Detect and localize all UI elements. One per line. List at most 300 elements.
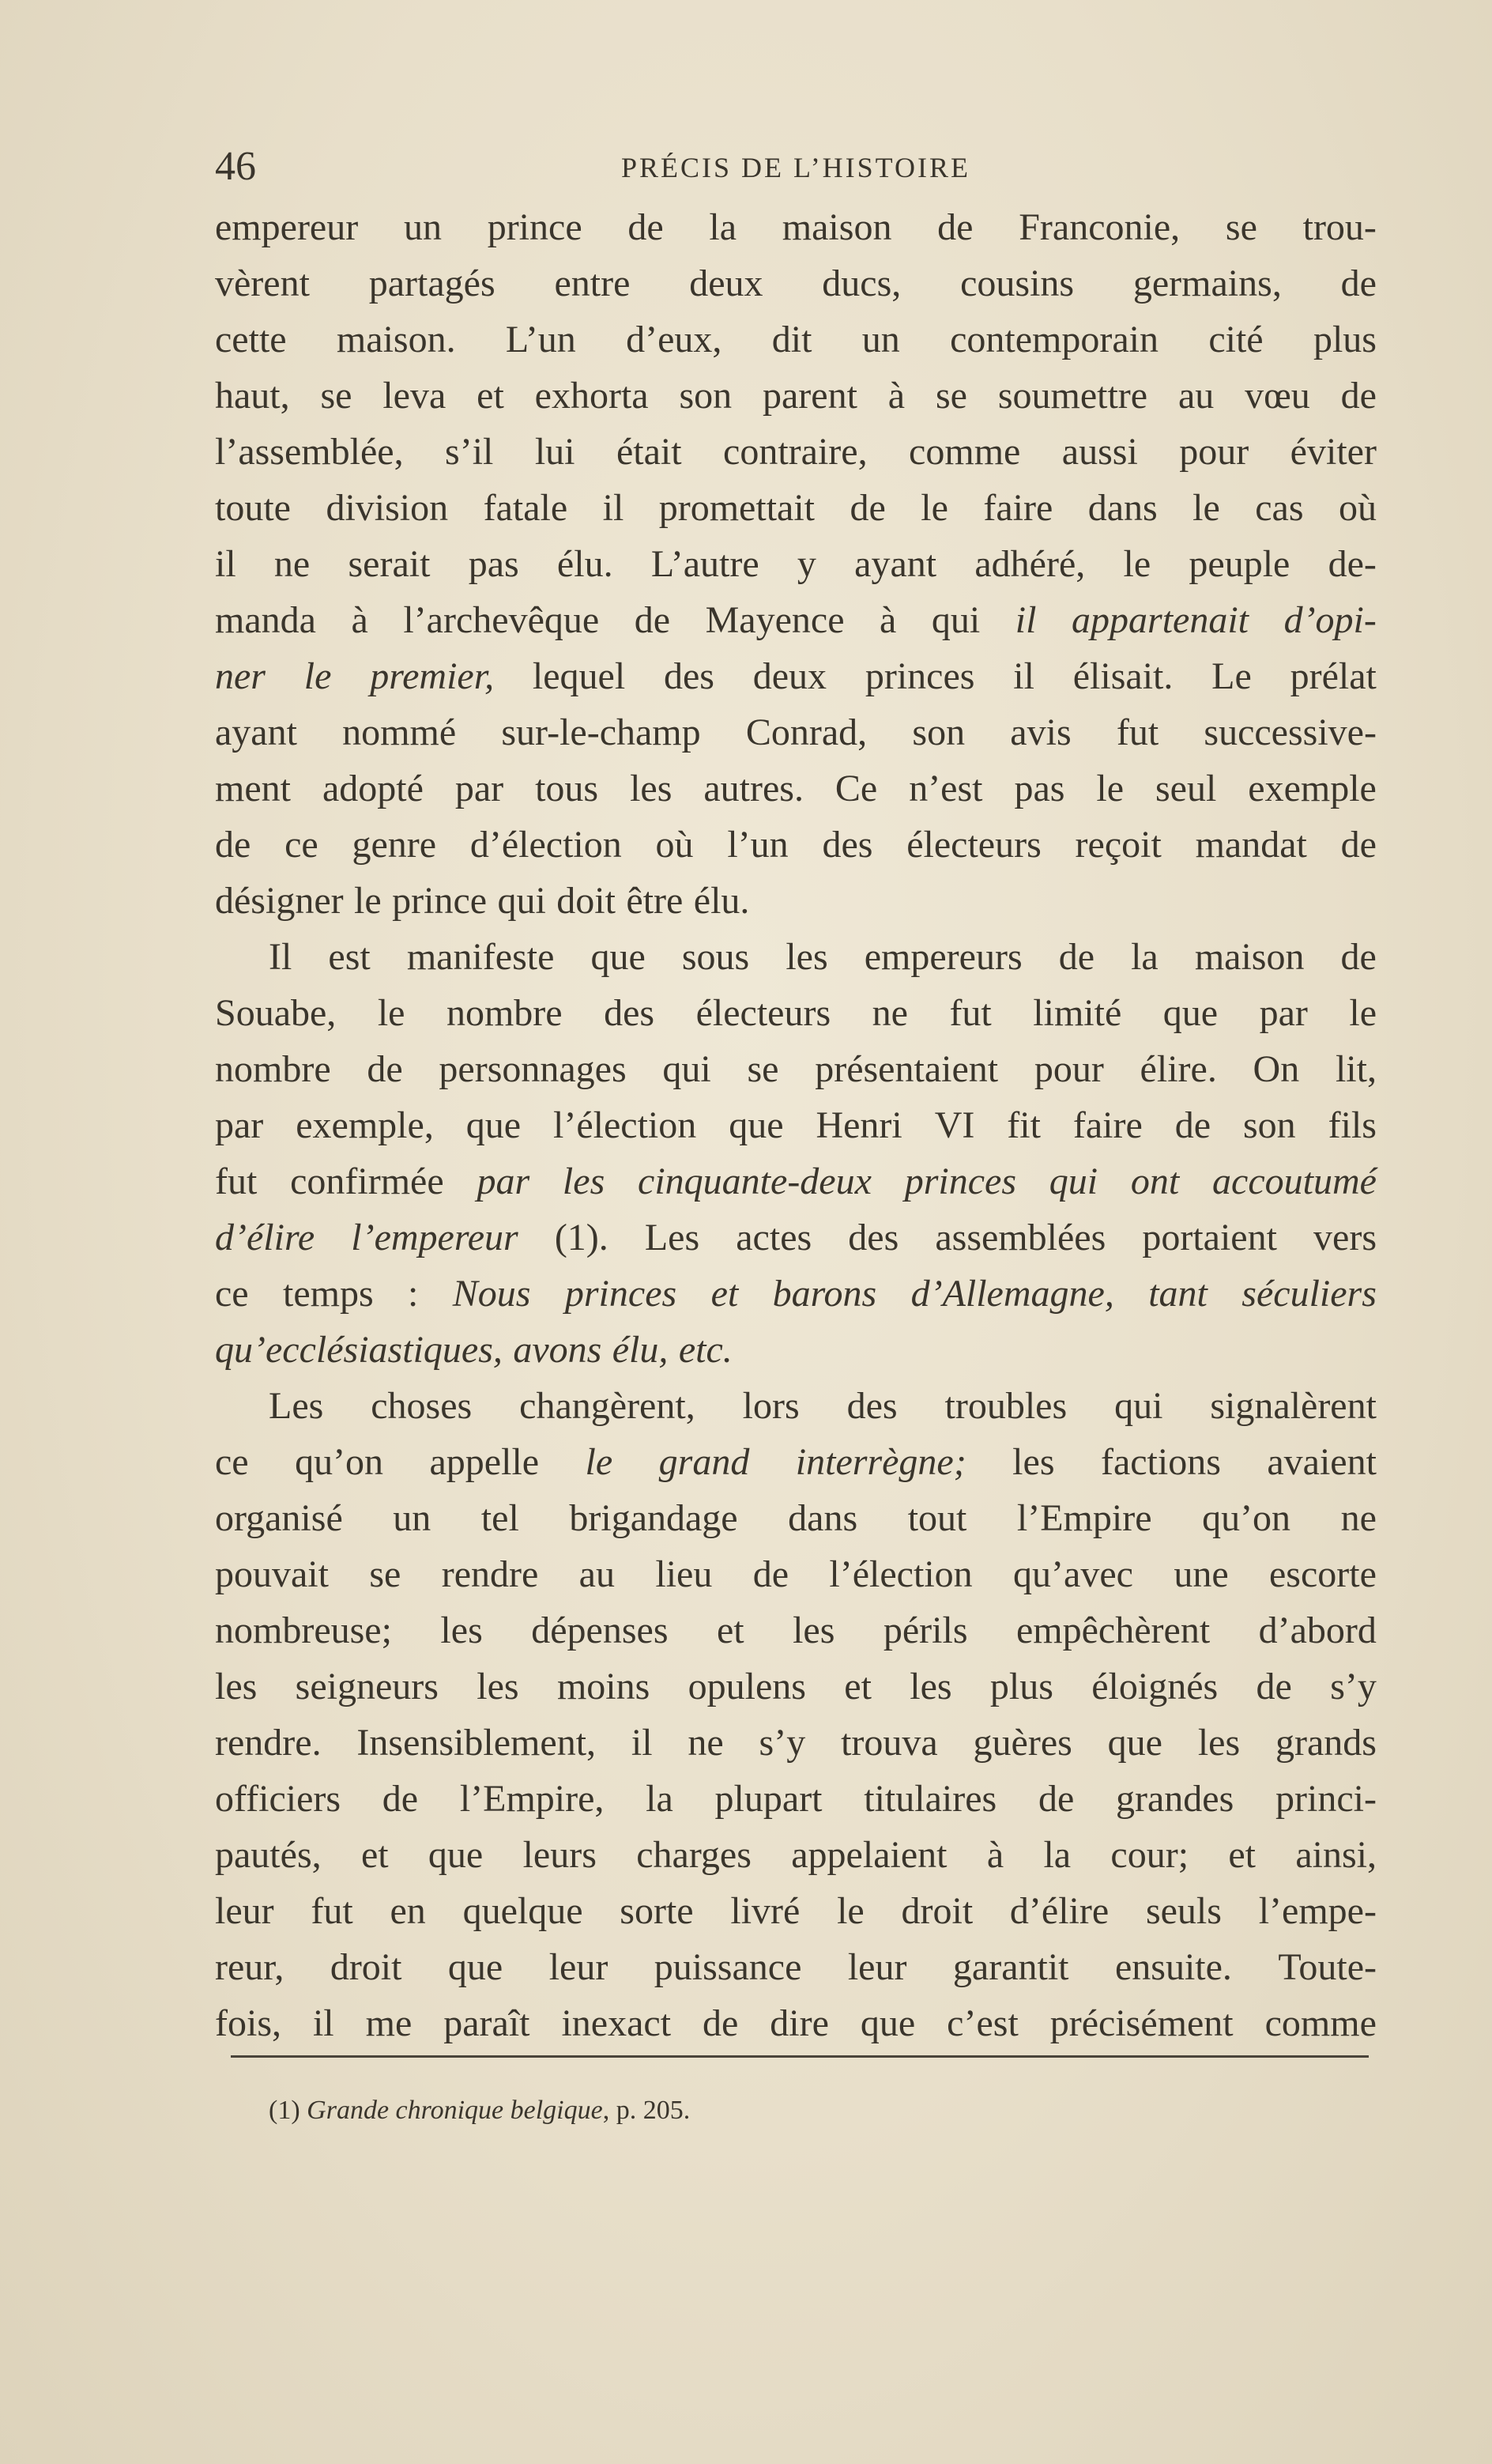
text-line bbox=[215, 760, 1377, 817]
text-word: reçoit bbox=[1075, 824, 1162, 866]
text-line bbox=[215, 985, 1377, 1041]
text-word: Nous bbox=[452, 1273, 531, 1315]
text-word: il bbox=[312, 2002, 334, 2044]
text-word: maison bbox=[782, 206, 892, 248]
text-line bbox=[215, 199, 1377, 255]
text-line bbox=[215, 873, 1377, 929]
text-word: et bbox=[1228, 1834, 1257, 1876]
text-word: titulaires bbox=[864, 1778, 997, 1820]
text-word: y bbox=[797, 543, 816, 585]
text-word: lit, bbox=[1335, 1048, 1377, 1090]
text-word: Les bbox=[644, 1217, 700, 1258]
text-word: princes bbox=[904, 1160, 1016, 1202]
text-word: cette bbox=[215, 319, 287, 360]
text-word: (1). bbox=[554, 1217, 608, 1258]
text-line bbox=[215, 1041, 1377, 1097]
body-text bbox=[215, 199, 1377, 2051]
text-word: grands bbox=[1275, 1722, 1377, 1764]
text-word: pas bbox=[1014, 768, 1065, 809]
text-word: l’empereur bbox=[351, 1217, 518, 1258]
text-word: électeurs bbox=[695, 992, 831, 1034]
text-word: exemple bbox=[1248, 768, 1377, 809]
text-word: Mayence bbox=[705, 599, 845, 641]
text-word: appelle bbox=[429, 1441, 540, 1483]
text-word: les bbox=[215, 1666, 258, 1707]
text-word: les bbox=[630, 768, 673, 809]
text-word: que bbox=[860, 2002, 916, 2044]
text-word: de bbox=[627, 206, 664, 248]
text-line bbox=[215, 1602, 1377, 1658]
text-line bbox=[215, 1995, 1377, 2051]
text-word: barons bbox=[772, 1273, 877, 1315]
text-word: l’Empire, bbox=[459, 1778, 605, 1820]
text-word: par bbox=[477, 1160, 530, 1202]
text-word: s’y bbox=[759, 1722, 806, 1764]
text-word: est bbox=[328, 936, 371, 978]
text-word: contraire, bbox=[723, 431, 868, 473]
text-word: nombre bbox=[446, 992, 563, 1034]
text-word: et bbox=[477, 375, 504, 417]
text-word: par bbox=[1259, 992, 1308, 1034]
text-word: temps bbox=[283, 1273, 374, 1315]
text-word: se bbox=[1225, 206, 1257, 248]
text-word: un bbox=[403, 206, 442, 248]
text-word: un bbox=[861, 319, 900, 360]
text-word: mandat bbox=[1195, 824, 1307, 866]
text-word: qu’avec bbox=[1013, 1553, 1133, 1595]
text-word: leva bbox=[382, 375, 446, 417]
text-word: limité bbox=[1033, 992, 1122, 1034]
text-word: brigandage bbox=[569, 1497, 738, 1539]
text-word: qu’on bbox=[295, 1441, 384, 1483]
text-word: tant bbox=[1148, 1273, 1208, 1315]
text-word: troubles bbox=[944, 1385, 1068, 1427]
text-word: empereurs bbox=[864, 936, 1023, 978]
text-word: les bbox=[910, 1666, 952, 1707]
text-word: ainsi, bbox=[1295, 1834, 1377, 1876]
text-word: accoutumé bbox=[1212, 1160, 1377, 1202]
text-word: de bbox=[382, 1778, 419, 1820]
text-word: son bbox=[679, 375, 733, 417]
text-line bbox=[215, 1715, 1377, 1771]
text-line bbox=[215, 480, 1377, 536]
text-word: plus bbox=[1313, 319, 1377, 360]
text-word: périls bbox=[883, 1609, 968, 1651]
text-line bbox=[215, 1827, 1377, 1883]
text-word: leurs bbox=[522, 1834, 597, 1876]
text-word: de bbox=[937, 206, 974, 248]
text-word: se bbox=[320, 375, 352, 417]
text-word: l’empe- bbox=[1258, 1890, 1377, 1932]
text-line bbox=[215, 648, 1377, 704]
text-word: la bbox=[709, 206, 737, 248]
text-word: empêchèrent bbox=[1015, 1609, 1211, 1651]
text-word: ne bbox=[1340, 1497, 1377, 1539]
text-word: empereur bbox=[215, 206, 359, 248]
text-word: il bbox=[602, 487, 624, 529]
text-word: premier, bbox=[370, 655, 495, 697]
text-word: garantit bbox=[952, 1946, 1069, 1988]
text-word: puissance bbox=[654, 1946, 802, 1988]
text-word: que bbox=[590, 936, 646, 978]
text-word: personnages bbox=[439, 1048, 627, 1090]
text-word: de bbox=[1256, 1666, 1292, 1707]
text-word: qui bbox=[1049, 1160, 1098, 1202]
text-word: dans bbox=[1087, 487, 1158, 529]
text-word: électeurs bbox=[906, 824, 1042, 866]
text-word: livré bbox=[730, 1890, 801, 1932]
text-word: les bbox=[786, 936, 828, 978]
text-word: ment bbox=[215, 768, 291, 809]
text-word: adopté bbox=[322, 768, 424, 809]
text-line bbox=[215, 1209, 1377, 1266]
text-word: deux bbox=[752, 655, 827, 697]
text-word: VI bbox=[934, 1104, 975, 1146]
text-word: sorte bbox=[620, 1890, 694, 1932]
text-word: assemblées bbox=[935, 1217, 1106, 1258]
text-word: le bbox=[303, 655, 332, 697]
text-line bbox=[215, 1490, 1377, 1546]
text-word: leur bbox=[548, 1946, 608, 1988]
text-word: de bbox=[1340, 936, 1377, 978]
text-word: prélat bbox=[1290, 655, 1377, 697]
text-word: ne bbox=[688, 1722, 724, 1764]
text-word: s’il bbox=[445, 431, 494, 473]
text-line bbox=[215, 1153, 1377, 1209]
footnote-marker: (1) bbox=[269, 2096, 300, 2125]
running-title: PRÉCIS DE L’HISTOIRE bbox=[620, 152, 971, 183]
text-word: tel bbox=[480, 1497, 519, 1539]
text-word: de bbox=[1058, 936, 1095, 978]
text-word: guères bbox=[973, 1722, 1072, 1764]
text-line bbox=[215, 592, 1377, 648]
text-word: ont bbox=[1130, 1160, 1180, 1202]
text-word: de bbox=[703, 2002, 739, 2044]
text-word: sous bbox=[681, 936, 750, 978]
text-word: que bbox=[729, 1104, 784, 1146]
text-word: nommé bbox=[342, 711, 457, 753]
text-word: qui bbox=[1114, 1385, 1163, 1427]
text-word: cousins bbox=[960, 262, 1075, 304]
text-word: se bbox=[747, 1048, 779, 1090]
text-word: prince bbox=[487, 206, 582, 248]
text-line bbox=[215, 1546, 1377, 1602]
text-word: autres. bbox=[703, 768, 804, 809]
text-word: princi- bbox=[1275, 1778, 1377, 1820]
text-word: fut bbox=[215, 1160, 258, 1202]
text-word: le bbox=[837, 1890, 865, 1932]
text-word: maison. bbox=[336, 319, 456, 360]
text-line bbox=[215, 929, 1377, 985]
text-word: le bbox=[1123, 543, 1151, 585]
text-word: plus bbox=[989, 1666, 1053, 1707]
text-word: fut bbox=[949, 992, 992, 1034]
text-word: des bbox=[822, 824, 873, 866]
text-line bbox=[215, 1658, 1377, 1715]
text-word: Henri bbox=[816, 1104, 902, 1146]
text-word: faire bbox=[1072, 1104, 1143, 1146]
text-word: dépenses bbox=[531, 1609, 669, 1651]
footnote-source: Grande chronique belgique bbox=[307, 2096, 603, 2125]
text-word: seuls bbox=[1145, 1890, 1222, 1932]
text-word: manifeste bbox=[406, 936, 555, 978]
text-word: l’archevêque bbox=[403, 599, 600, 641]
text-word: trou- bbox=[1302, 206, 1377, 248]
text-word: désigner bbox=[215, 880, 344, 922]
text-word: éloignés bbox=[1091, 1666, 1219, 1707]
text-word: signalèrent bbox=[1210, 1385, 1377, 1427]
text-word: fut bbox=[1116, 711, 1159, 753]
text-line bbox=[215, 1939, 1377, 1995]
page-number: 46 bbox=[215, 144, 256, 189]
text-word: par bbox=[215, 1104, 264, 1146]
text-word: des bbox=[604, 992, 655, 1034]
text-word: sur-le-champ bbox=[501, 711, 701, 753]
text-word: contemporain bbox=[950, 319, 1159, 360]
footnote-page-ref: , p. 205. bbox=[602, 2096, 691, 2125]
text-word: prince bbox=[392, 880, 488, 922]
text-word: qui bbox=[931, 599, 981, 641]
text-word: à bbox=[351, 599, 368, 641]
text-word: comme bbox=[1264, 2002, 1377, 2044]
text-word: escorte bbox=[1269, 1553, 1377, 1595]
text-word: nombreuse; bbox=[215, 1609, 392, 1651]
text-word: le bbox=[585, 1441, 613, 1483]
text-word: Les bbox=[269, 1385, 324, 1427]
text-word: cas bbox=[1255, 487, 1304, 529]
text-word: que bbox=[1107, 1722, 1162, 1764]
text-word: Insensiblement, bbox=[356, 1722, 597, 1764]
text-word: à bbox=[986, 1834, 1004, 1876]
text-word: était bbox=[616, 431, 682, 473]
text-word: que bbox=[428, 1834, 484, 1876]
text-word: lieu bbox=[655, 1553, 713, 1595]
text-word: des bbox=[663, 655, 714, 697]
text-word: me bbox=[365, 2002, 413, 2044]
text-word: ensuite. bbox=[1114, 1946, 1232, 1988]
text-word: les bbox=[562, 1160, 605, 1202]
text-word: les bbox=[440, 1609, 483, 1651]
text-word: d’élection bbox=[469, 824, 622, 866]
text-word: fils bbox=[1328, 1104, 1377, 1146]
text-word: où bbox=[655, 824, 694, 866]
text-word: pautés, bbox=[215, 1834, 322, 1876]
text-word: tous bbox=[535, 768, 599, 809]
text-word: vèrent bbox=[215, 262, 310, 304]
text-word: l’assemblée, bbox=[215, 431, 404, 473]
text-word: opulens bbox=[688, 1666, 806, 1707]
text-word: au bbox=[1177, 375, 1215, 417]
text-word: rendre. bbox=[215, 1722, 322, 1764]
text-word: organisé bbox=[215, 1497, 343, 1539]
text-word: haut, bbox=[215, 375, 290, 417]
text-word: que bbox=[1162, 992, 1219, 1034]
text-word: de bbox=[367, 1048, 403, 1090]
text-word: séculiers bbox=[1241, 1273, 1377, 1315]
text-word: cinquante-deux bbox=[638, 1160, 872, 1202]
text-word: L’un bbox=[505, 319, 576, 360]
text-word: c’est bbox=[947, 2002, 1019, 2044]
text-line bbox=[215, 536, 1377, 592]
text-word: manda bbox=[215, 599, 316, 641]
text-word: avis bbox=[1010, 711, 1072, 753]
text-word: fit bbox=[1007, 1104, 1041, 1146]
text-word: pour bbox=[1179, 431, 1249, 473]
text-word: élu, bbox=[612, 1329, 669, 1371]
text-word: de bbox=[215, 824, 251, 866]
text-word: changèrent, bbox=[519, 1385, 695, 1427]
text-word: d’opi- bbox=[1283, 599, 1377, 641]
text-word: nombre bbox=[215, 1048, 331, 1090]
text-word: de bbox=[1340, 262, 1377, 304]
text-word: grandes bbox=[1115, 1778, 1234, 1820]
text-word: cour; bbox=[1110, 1834, 1189, 1876]
text-word: maison bbox=[1194, 936, 1305, 978]
text-word: ce bbox=[215, 1273, 249, 1315]
text-word: : bbox=[408, 1273, 419, 1315]
text-word: présentaient bbox=[815, 1048, 999, 1090]
text-word: en bbox=[390, 1890, 426, 1932]
text-word: des bbox=[846, 1385, 898, 1427]
text-word: le bbox=[354, 880, 382, 922]
text-word: vers bbox=[1313, 1217, 1377, 1258]
text-word: promettait bbox=[658, 487, 816, 529]
text-word: deux bbox=[689, 262, 763, 304]
text-word: une bbox=[1174, 1553, 1229, 1595]
text-word: de bbox=[1340, 824, 1377, 866]
text-word: officiers bbox=[215, 1778, 341, 1820]
text-word: l’élection bbox=[829, 1553, 973, 1595]
text-word: parent bbox=[763, 375, 857, 417]
text-word: fatale bbox=[483, 487, 568, 529]
text-word: portaient bbox=[1142, 1217, 1277, 1258]
text-word: les bbox=[1012, 1441, 1055, 1483]
text-word: factions bbox=[1100, 1441, 1221, 1483]
text-word: et bbox=[360, 1834, 389, 1876]
text-word: comme bbox=[909, 431, 1021, 473]
text-word: l’élection bbox=[553, 1104, 697, 1146]
text-word: se bbox=[369, 1553, 401, 1595]
text-word: de bbox=[752, 1553, 789, 1595]
text-word: avons bbox=[513, 1329, 602, 1371]
text-word: plupart bbox=[714, 1778, 823, 1820]
text-word: confirmée bbox=[290, 1160, 444, 1202]
footnote bbox=[269, 2091, 690, 2130]
text-word: ner bbox=[215, 655, 266, 697]
text-word: le bbox=[1349, 992, 1377, 1034]
text-word: Franconie, bbox=[1019, 206, 1181, 248]
text-word: où bbox=[1338, 487, 1377, 529]
text-line bbox=[215, 255, 1377, 311]
text-word: d’élire bbox=[1009, 1890, 1110, 1932]
text-word: fois, bbox=[215, 2002, 281, 2044]
text-word: appartenait bbox=[1072, 599, 1249, 641]
text-word: faire bbox=[983, 487, 1053, 529]
text-word: paraît bbox=[443, 2002, 530, 2044]
text-word: au bbox=[578, 1553, 615, 1595]
text-word: qui bbox=[497, 880, 546, 922]
text-word: moins bbox=[556, 1666, 650, 1707]
text-word: qu’ecclésiastiques, bbox=[215, 1329, 503, 1371]
text-word: germains, bbox=[1132, 262, 1282, 304]
text-word: choses bbox=[371, 1385, 473, 1427]
text-line bbox=[215, 1434, 1377, 1490]
text-word: des bbox=[848, 1217, 899, 1258]
text-word: adhéré, bbox=[974, 543, 1086, 585]
text-word: toute bbox=[215, 487, 291, 529]
text-word: dire bbox=[770, 2002, 829, 2044]
text-word: son bbox=[912, 711, 966, 753]
text-word: division bbox=[326, 487, 449, 529]
text-word: élisait. bbox=[1072, 655, 1174, 697]
text-word: actes bbox=[736, 1217, 812, 1258]
text-word: la bbox=[1043, 1834, 1072, 1876]
text-word: de bbox=[1174, 1104, 1211, 1146]
text-word: serait bbox=[348, 543, 431, 585]
text-word: L’autre bbox=[650, 543, 759, 585]
text-word: reur, bbox=[215, 1946, 284, 1988]
text-word: exemple, bbox=[296, 1104, 434, 1146]
text-word: Toute- bbox=[1278, 1946, 1377, 1988]
text-word: d’Allemagne, bbox=[910, 1273, 1114, 1315]
text-word: Conrad, bbox=[745, 711, 868, 753]
text-word: leur bbox=[847, 1946, 907, 1988]
text-word: On bbox=[1253, 1048, 1300, 1090]
text-word: princes bbox=[865, 655, 975, 697]
text-word: et bbox=[716, 1609, 744, 1651]
text-line bbox=[215, 1322, 1377, 1378]
text-word: qui bbox=[662, 1048, 711, 1090]
text-word: dans bbox=[788, 1497, 858, 1539]
text-word: cité bbox=[1208, 319, 1264, 360]
footnote-rule bbox=[231, 2055, 1369, 2058]
text-word: ayant bbox=[854, 543, 937, 585]
text-word: trouva bbox=[841, 1722, 938, 1764]
text-word: il bbox=[1013, 655, 1034, 697]
text-line bbox=[215, 1097, 1377, 1153]
text-word: peuple bbox=[1189, 543, 1290, 585]
text-word: d’abord bbox=[1258, 1609, 1377, 1651]
text-word: ne bbox=[872, 992, 908, 1034]
text-line bbox=[215, 311, 1377, 368]
text-word: les bbox=[1197, 1722, 1241, 1764]
text-line bbox=[215, 817, 1377, 873]
text-word: de- bbox=[1328, 543, 1377, 585]
text-word: pouvait bbox=[215, 1553, 329, 1595]
text-word: l’Empire bbox=[1016, 1497, 1152, 1539]
text-word: à bbox=[880, 599, 897, 641]
text-word: l’un bbox=[727, 824, 789, 866]
text-word: de bbox=[1038, 1778, 1075, 1820]
text-word: grand bbox=[658, 1441, 750, 1483]
text-word: éviter bbox=[1290, 431, 1377, 473]
text-word: avaient bbox=[1267, 1441, 1377, 1483]
text-word: lors bbox=[742, 1385, 800, 1427]
text-word: par bbox=[454, 768, 504, 809]
text-word: rendre bbox=[441, 1553, 539, 1595]
text-word: et bbox=[710, 1273, 739, 1315]
text-word: appelaient bbox=[791, 1834, 948, 1876]
text-word: princes bbox=[564, 1273, 677, 1315]
text-word: le bbox=[377, 992, 405, 1034]
text-word: que bbox=[465, 1104, 522, 1146]
text-word: être bbox=[626, 880, 684, 922]
text-word: et bbox=[844, 1666, 872, 1707]
text-word: de bbox=[850, 487, 886, 529]
text-word: etc. bbox=[678, 1329, 733, 1371]
text-word: lequel bbox=[532, 655, 626, 697]
text-word: la bbox=[646, 1778, 673, 1820]
